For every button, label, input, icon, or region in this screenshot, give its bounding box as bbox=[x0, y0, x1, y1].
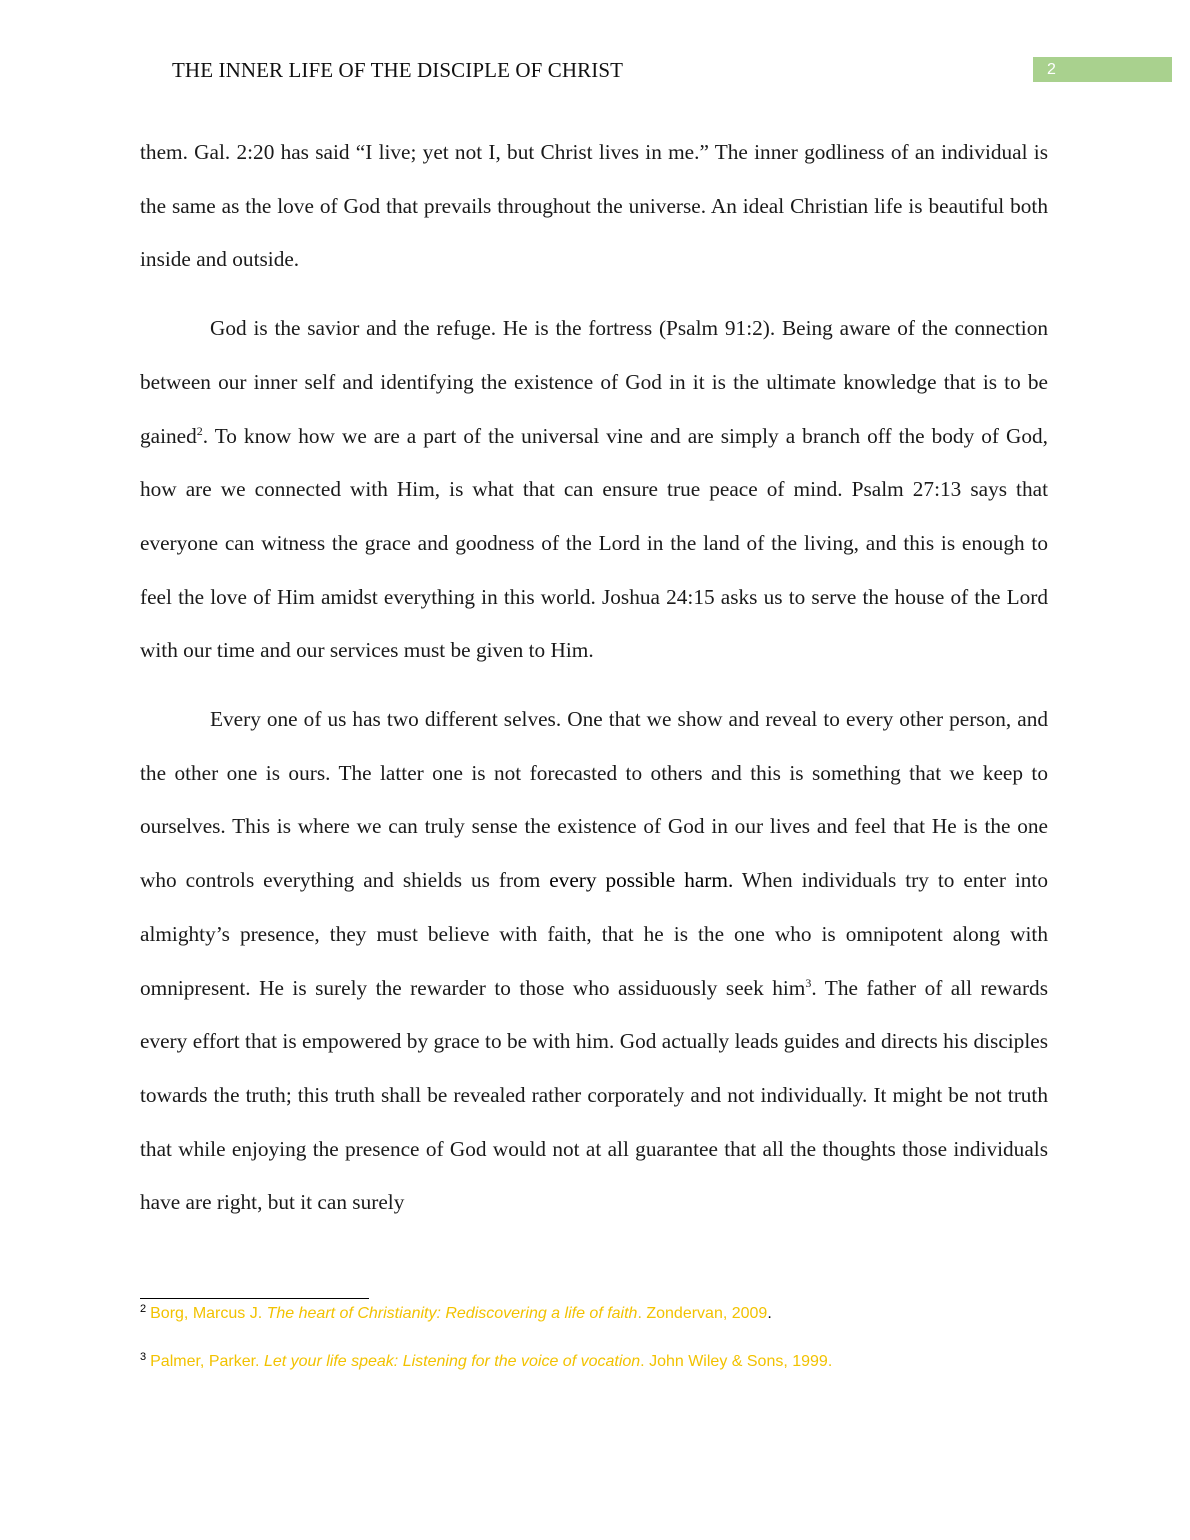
footnote-separator bbox=[140, 1298, 369, 1299]
footnote bbox=[140, 1302, 772, 1323]
paragraph-text: When individuals try to enter into almighty’s presence, they must believe with faith, that he is the one who is omnipotent along with omnipresent. He is surely the rewarder to those who assiduously seek him bbox=[140, 868, 1048, 1000]
paragraph-text: . To know how we are a part of the universal vine and are simply a branch off the body of God, how are we connected with Him, is what that can ensure true peace of mind. Psalm 27:13 says that everyone can witness the grace and goodness of the Lord in the land of the living, and this is enough to feel the love of Him amidst everything in this world. Joshua 24:15 asks us to serve the house of the Lord with our time and our services must be given to Him. bbox=[140, 423, 1048, 663]
emphasized-text: every possible harm. bbox=[549, 868, 734, 893]
footnote-reference[interactable]: 2 bbox=[196, 423, 203, 438]
footnote-number: 3 bbox=[140, 1350, 147, 1363]
footnote-publisher: . John Wiley & Sons, 1999. bbox=[640, 1353, 833, 1370]
running-head: THE INNER LIFE OF THE DISCIPLE OF CHRIST bbox=[172, 58, 624, 82]
page-number: 2 bbox=[1033, 57, 1172, 82]
document-body bbox=[140, 126, 1048, 1230]
footnote-author: Palmer, Parker. bbox=[150, 1353, 264, 1370]
footnote-number: 2 bbox=[140, 1302, 147, 1315]
footnote-publisher: . Zondervan, 2009 bbox=[637, 1305, 768, 1322]
footnote-author: Borg, Marcus J. bbox=[150, 1305, 267, 1322]
paragraph-text: . The father of all rewards every effort that is empowered by grace to be with him. God actually leads guides and directs his disciples towards the truth; this truth shall be revealed rather corporately and not individually. It might be not truth that while enjoying the presence of God would not at all guarantee that all the thoughts those individuals have are right, but it can surely bbox=[140, 975, 1048, 1215]
paragraph-text: God is the savior and the refuge. He is the fortress (Psalm 91:2). Being aware of the connection between our inner self and identifying the existence of God in it is the ultimate knowledge that is to be gained bbox=[140, 316, 1048, 448]
paragraph bbox=[140, 302, 1048, 678]
paragraph-text: them. Gal. 2:20 has said “I live; yet not I, but Christ lives in me.” The inner godliness of an individual is the same as the love of God that prevails throughout the universe. An ideal Christian life is beautiful both inside and outside. bbox=[140, 140, 1048, 272]
footnote-end: . bbox=[767, 1305, 772, 1322]
paragraph-text: Every one of us has two different selves. One that we show and reveal to every other person, and the other one is ours. The latter one is not forecasted to others and this is something that we keep to ourselves. This is where we can truly sense the existence of God in our lives and feel that He is the one who controls everything and shields us from bbox=[140, 707, 1048, 893]
paragraph bbox=[140, 693, 1048, 1230]
footnote-title: Let your life speak: Listening for the voice of vocation bbox=[263, 1353, 641, 1370]
footnote-reference[interactable]: 3 bbox=[805, 975, 812, 990]
paragraph bbox=[140, 126, 1048, 287]
footnote-title: The heart of Christianity: Rediscovering a life of faith bbox=[266, 1305, 638, 1322]
footnote bbox=[140, 1350, 833, 1371]
